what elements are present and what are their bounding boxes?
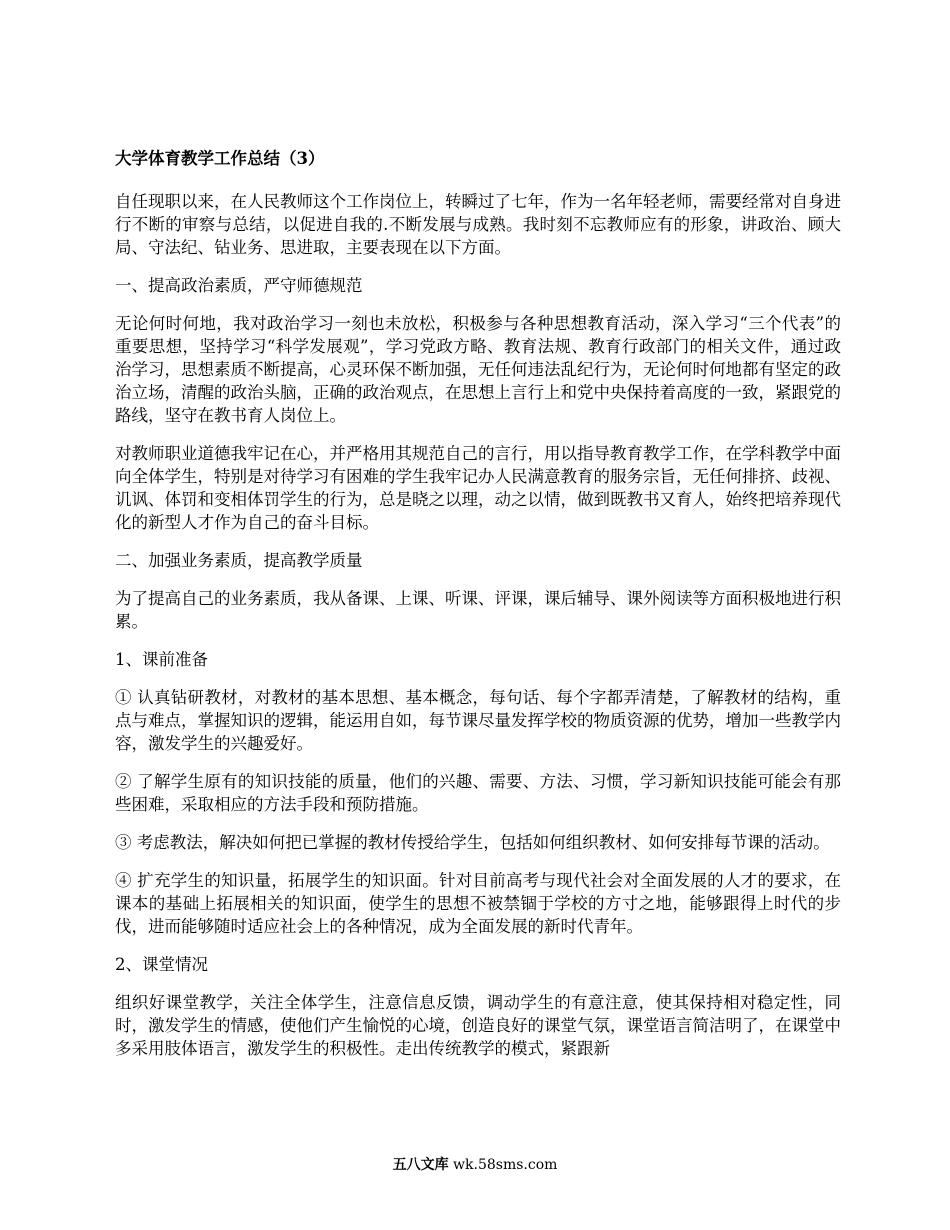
classroom-paragraph: 组织好课堂教学，关注全体学生，注意信息反馈，调动学生的有意注意，使其保持相对稳定性，同时，激发学生的情感，使他们产生愉悦的心境，创造良好的课堂气氛，课堂语言简洁明了，在课堂中多采用肢体语言，激发学生的积极性。走出传统教学的模式，紧跟新: [115, 993, 841, 1058]
ethics-paragraph: 对教师职业道德我牢记在心，并严格用其规范自己的言行，用以指导教育教学工作，在学科教学中面向全体学生，特别是对待学习有困难的学生我牢记办人民满意教育的服务宗旨，无任何排挤、歧视、讥讽、体罚和变相体罚学生的行为，总是晓之以理，动之以情，做到既教书又育人，始终把培养现代化的新型人才作为自己的奋斗目标。: [115, 444, 841, 532]
prep-item-2: ② 了解学生原有的知识技能的质量，他们的兴趣、需要、方法、习惯，学习新知识技能可能会有那些困难，采取相应的方法手段和预防措施。: [115, 772, 841, 814]
politics-paragraph: 无论何时何地，我对政治学习一刻也未放松，积极参与各种思想教育活动，深入学习“三个代表”的重要思想，坚持学习“科学发展观”，学习党政方略、教育法规、教育行政部门的相关文件，通过政治学习，思想素质不断提高，心灵环保不断加强，无任何违法乱纪行为，无论何时何地都有坚定的政治立场，清醒的政治头脑，正确的政治观点，在思想上言行上和党中央保持着高度的一致，紧跟党的路线，坚守在教书育人岗位上。: [115, 314, 841, 425]
footer-brand: 五八文库: [392, 1157, 449, 1173]
document-body: [115, 146, 841, 1075]
prep-item-4: ④ 扩充学生的知识量，拓展学生的知识面。针对目前高考与现代社会对全面发展的人才的要求，在课本的基础上拓展相关的知识面，使学生的思想不被禁锢于学校的方寸之地，能够跟得上时代的步伐，进而能够随时适应社会上的各种情况，成为全面发展的新时代青年。: [115, 871, 841, 936]
intro-paragraph: 自任现职以来，在人民教师这个工作岗位上，转瞬过了七年，作为一名年轻老师，需要经常对自身进行不断的审察与总结，以促进自我的.不断发展与成熟。我时刻不忘教师应有的形象，讲政治、顾大局、守法纪、钻业务、思进取，主要表现在以下方面。: [115, 192, 841, 257]
professional-paragraph: 为了提高自己的业务素质，我从备课、上课、听课、评课，课后辅导、课外阅读等方面积极地进行积累。: [115, 589, 841, 631]
section-heading-2: 二、加强业务素质，提高教学质量: [115, 551, 363, 570]
subheading-classroom: 2、课堂情况: [115, 955, 208, 974]
prep-item-1: ① 认真钻研教材，对教材的基本思想、基本概念，每句话、每个字都弄清楚，了解教材的结构，重点与难点，掌握知识的逻辑，能运用自如，每节课尽量发挥学校的物质资源的优势，增加一些教学内容，激发学生的兴趣爱好。: [115, 688, 841, 753]
document-title: 大学体育教学工作总结（3）: [115, 149, 325, 168]
footer-site: wk.58sms.com: [453, 1157, 558, 1173]
page-footer: [0, 1155, 950, 1175]
section-heading-1: 一、提高政治素质，严守师德规范: [115, 276, 363, 295]
prep-item-3: ③ 考虑教法，解决如何把已掌握的教材传授给学生，包括如何组织教材、如何安排每节课的活动。: [115, 833, 830, 852]
subheading-preparation: 1、课前准备: [115, 650, 208, 669]
